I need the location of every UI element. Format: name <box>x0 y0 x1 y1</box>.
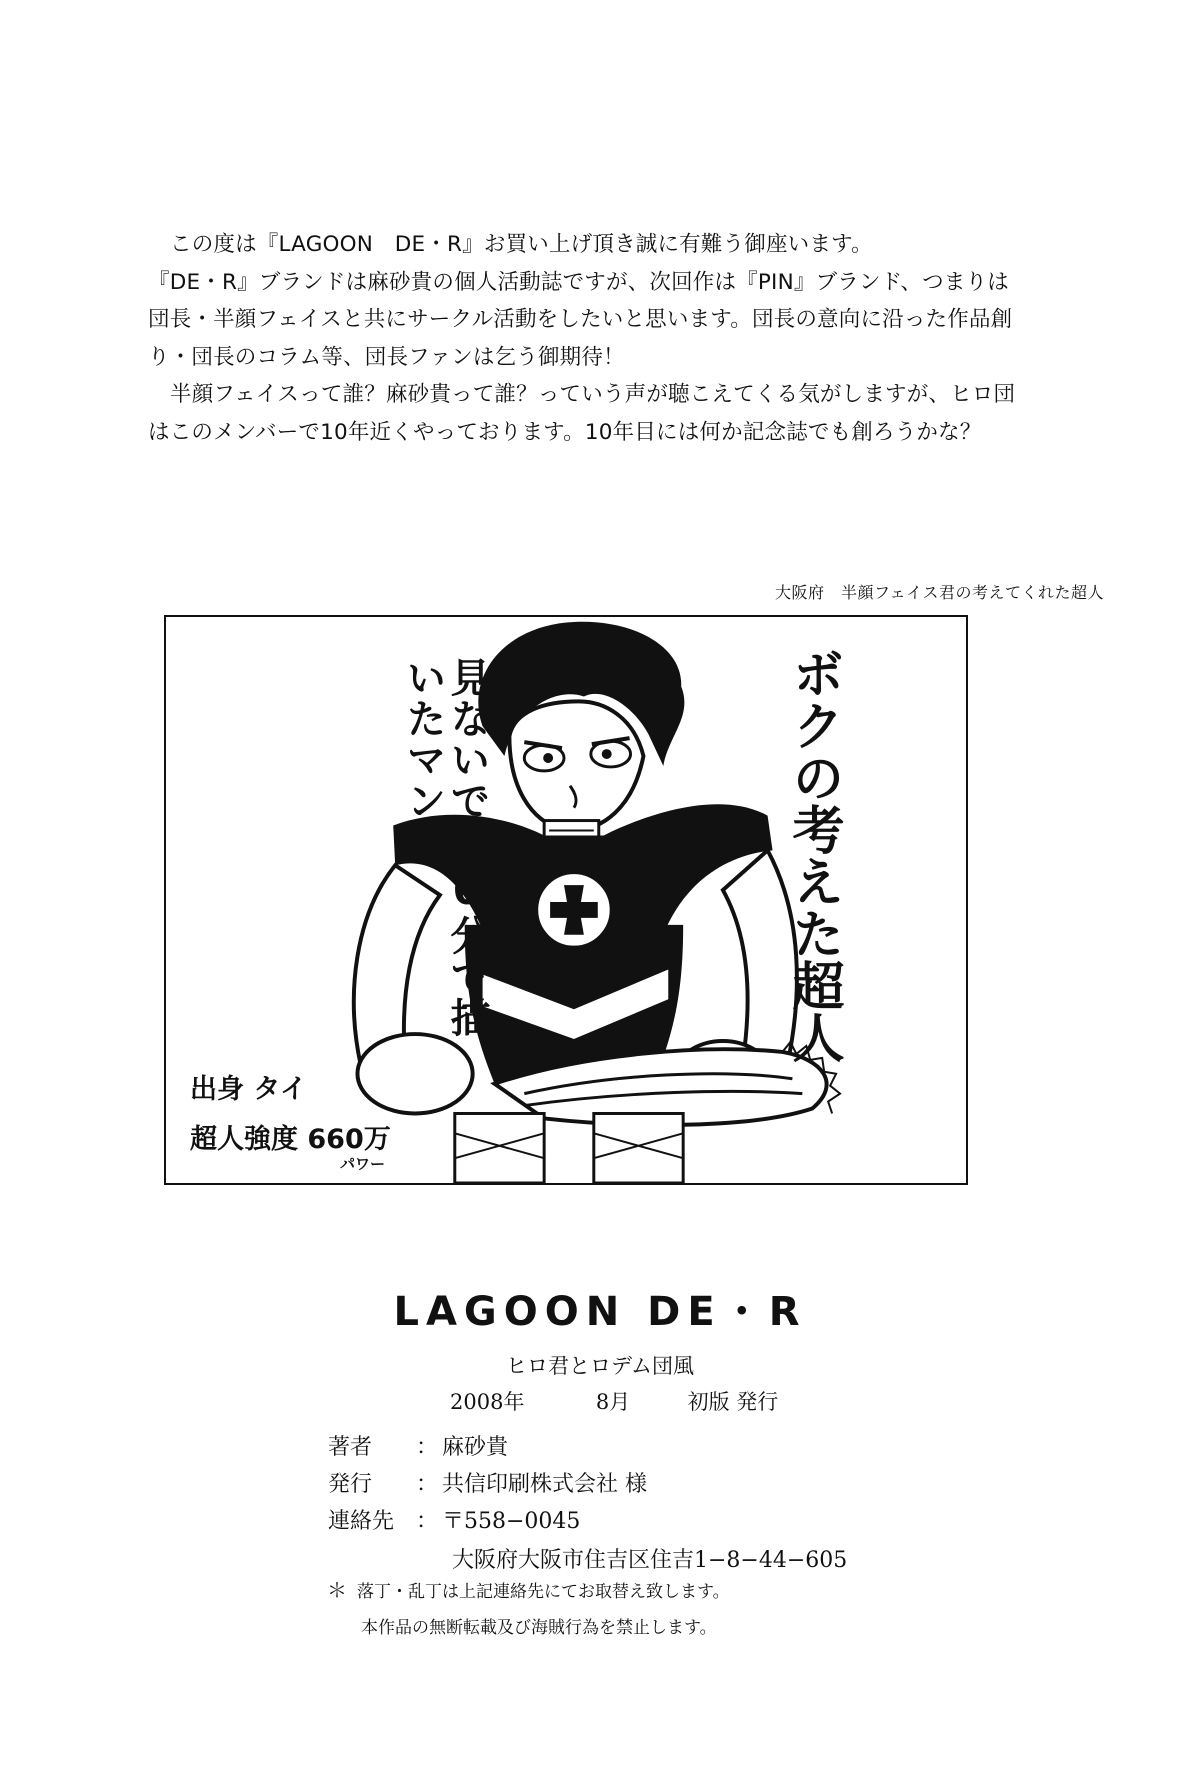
handwritten-left-note: 見ないで30分で描いたマン <box>400 657 490 1038</box>
note-replacement: 落丁・乱丁は上記連絡先にてお取替え致します。 <box>357 1582 730 1602</box>
publisher-name: 共信印刷株式会社 様 <box>442 1472 647 1497</box>
intro-paragraph-3: 半顔フェイスって誰？麻砂貴って誰？っていう声が聴こえてくる気がしますが、ヒロ団はこのメンバーで10年近くやっております。10年目には何か記念誌でも創ろうかな？ <box>148 382 1016 445</box>
intro-paragraph-1: この度は『LAGOON DE・R』お買い上げ頂き誠に有難う御座います。 <box>170 232 873 257</box>
colophon-title: LAGOON DE・R <box>393 1289 807 1335</box>
handwritten-right-note: ボクの考えた超人 <box>783 647 843 1063</box>
publish-month: 8月 <box>595 1390 631 1414</box>
character-origin: 出身 タイ <box>190 1074 307 1105</box>
note-copyright: 本作品の無断転載及び海賊行為を禁止します。 <box>361 1618 717 1638</box>
publish-edition: 初版 発行 <box>687 1390 779 1414</box>
contact-postal: 〒558−0045 <box>442 1509 581 1534</box>
contact-separator: ： <box>416 1509 439 1534</box>
intro-paragraph-2: 『DE・R』ブランドは麻砂貴の個人活動誌ですが、次回作は『PIN』ブランド、つまりは団長・半顔フェイスと共にサークル活動をしたいと思います。団長の意向に沿った作品創り・団長のコラム等、団長ファンは乞う御期待！ <box>148 269 1013 370</box>
contact-row <box>328 1504 580 1535</box>
publisher-separator: ： <box>416 1472 439 1497</box>
colophon-subtitle: ヒロ君とロデム団風 <box>506 1354 694 1378</box>
publisher-row <box>328 1467 647 1498</box>
colophon-date <box>450 1386 778 1416</box>
illustration-panel <box>164 615 968 1185</box>
asterisk-icon: ＊ <box>327 1578 347 1602</box>
publisher-label: 発行 <box>328 1472 373 1497</box>
character-power: 超人強度 660万 <box>190 1124 391 1155</box>
character-power-unit: パワー <box>340 1155 386 1173</box>
colophon-notes <box>327 1572 730 1646</box>
author-name: 麻砂貴 <box>442 1435 509 1460</box>
contact-label: 連絡先 <box>328 1509 395 1534</box>
author-label: 著者 <box>328 1435 373 1460</box>
illustration-caption: 大阪府 半顔フェイス君の考えてくれた超人 <box>774 583 1104 602</box>
publish-year: 2008年 <box>450 1390 525 1414</box>
contact-address: 大阪府大阪市住吉区住吉1−8−44−605 <box>452 1548 848 1573</box>
intro-text <box>148 226 1028 451</box>
author-separator: ： <box>416 1435 439 1460</box>
author-row <box>328 1430 508 1461</box>
